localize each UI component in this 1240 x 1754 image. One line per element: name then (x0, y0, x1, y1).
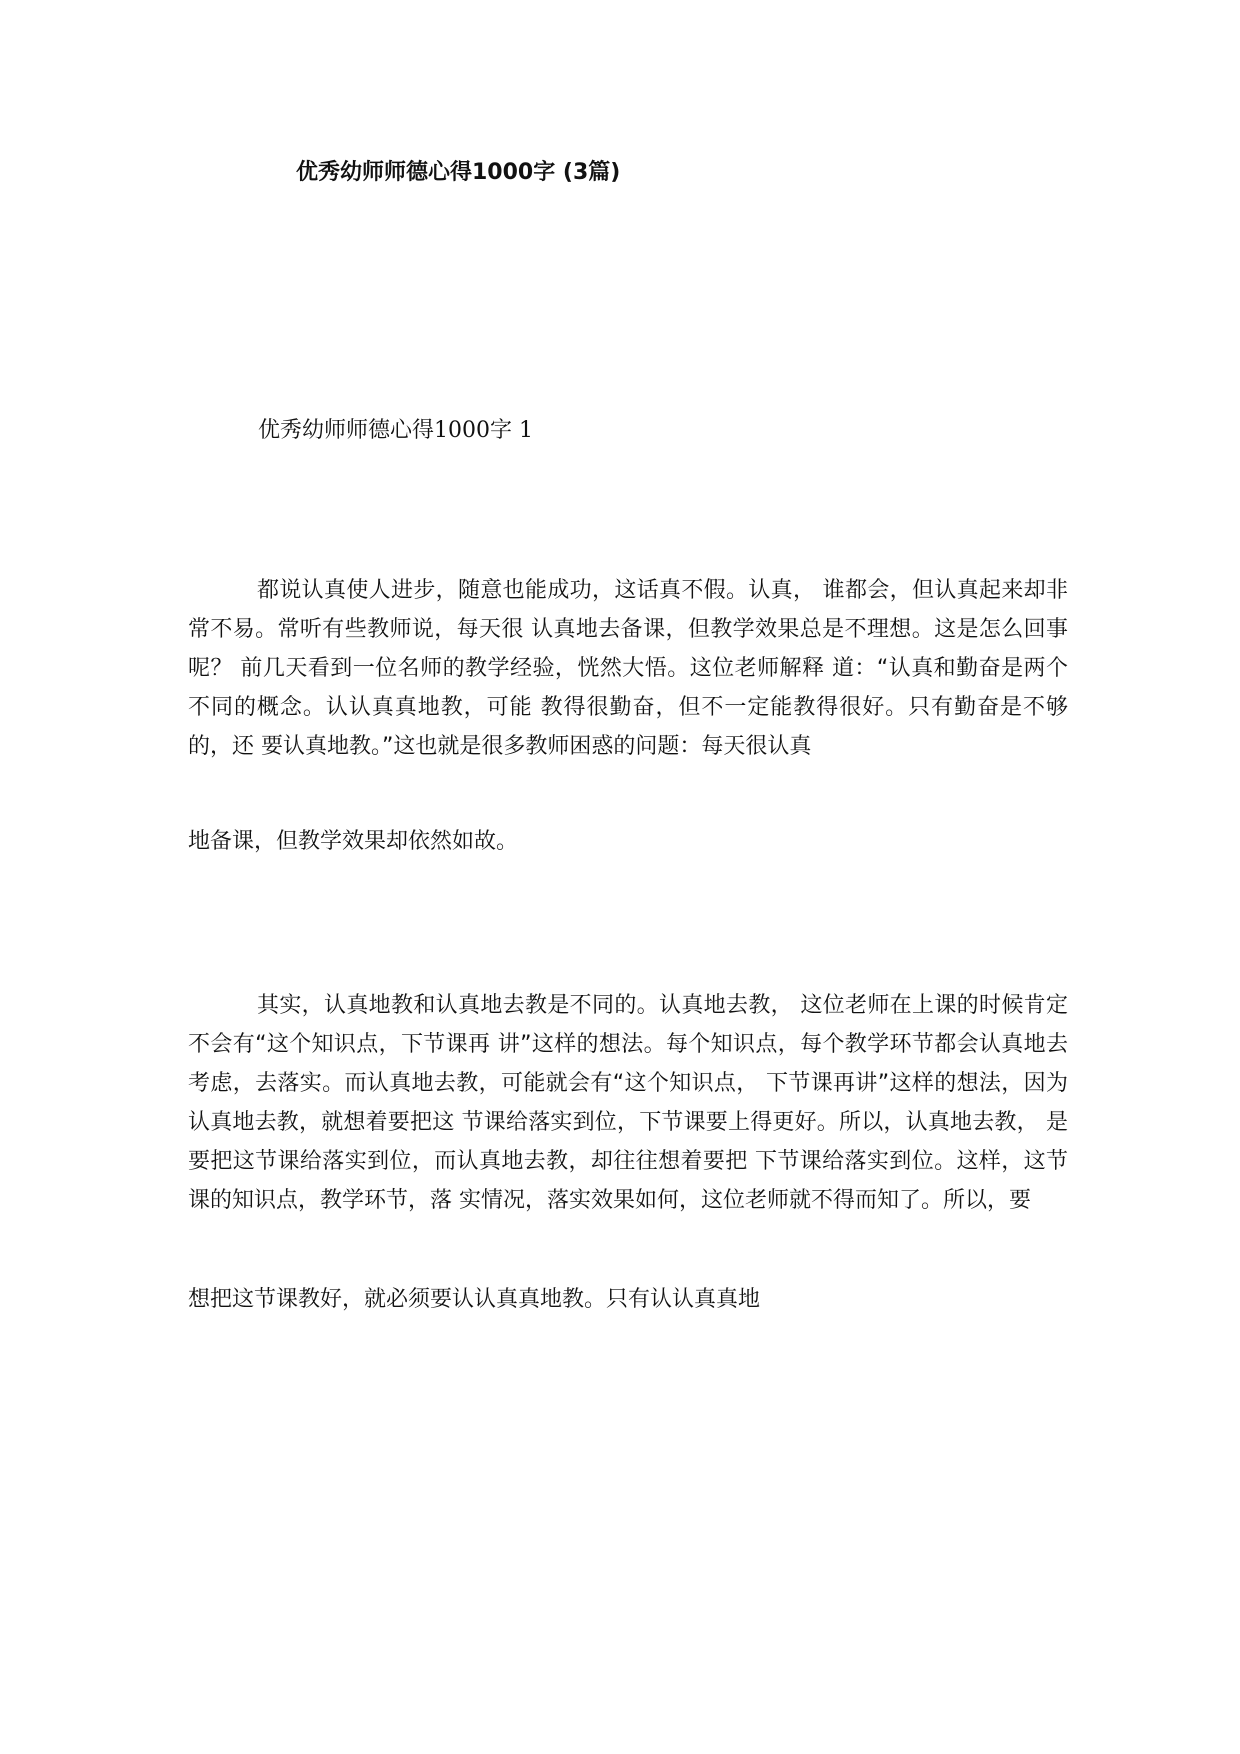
body-paragraph-continuation: 想把这节课教好，就必须要认认真真地教。只有认认真真地 (188, 1287, 761, 1312)
body-paragraph: 都说认真使人进步，随意也能成功，这话真不假。认真， 谁都会，但认真起来却非常不易。常听有些教师说，每天很 认真地去备课，但教学效果总是不理想。这是怎么回事呢？ 前几天看到一位名师的教学经验，恍然大悟。这位老师解释 道：“认真和勤奋是两个不同的概念。认认真真地教，可能 教得很勤奋，但不一定能教得很好。只有勤奋是不够的，还 要认真地教。”这也就是很多教师困惑的问题：每天很认真 (188, 578, 1068, 759)
body-paragraph: 其实，认真地教和认真地去教是不同的。认真地去教， 这位老师在上课的时候肯定不会有“这个知识点，下节课再 讲”这样的想法。每个知识点，每个教学环节都会认真地去 考虑，去落实。而认真地去教，可能就会有“这个知识点， 下节课再讲”这样的想法，因为认真地去教，就想着要把这 节课给落实到位，下节课要上得更好。所以，认真地去教， 是要把这节课给落实到位，而认真地去教，却往往想着要把 下节课给落实到位。这样，这节课的知识点，教学环节，落 实情况，落实效果如何，这位老师就不得而知了。所以，要 (188, 993, 1068, 1213)
document-title: 优秀幼师师德心得1000字 (3篇) (296, 160, 621, 185)
body-paragraph-continuation: 地备课，但教学效果却依然如故。 (188, 829, 519, 854)
section-heading: 优秀幼师师德心得1000字 1 (258, 418, 533, 443)
